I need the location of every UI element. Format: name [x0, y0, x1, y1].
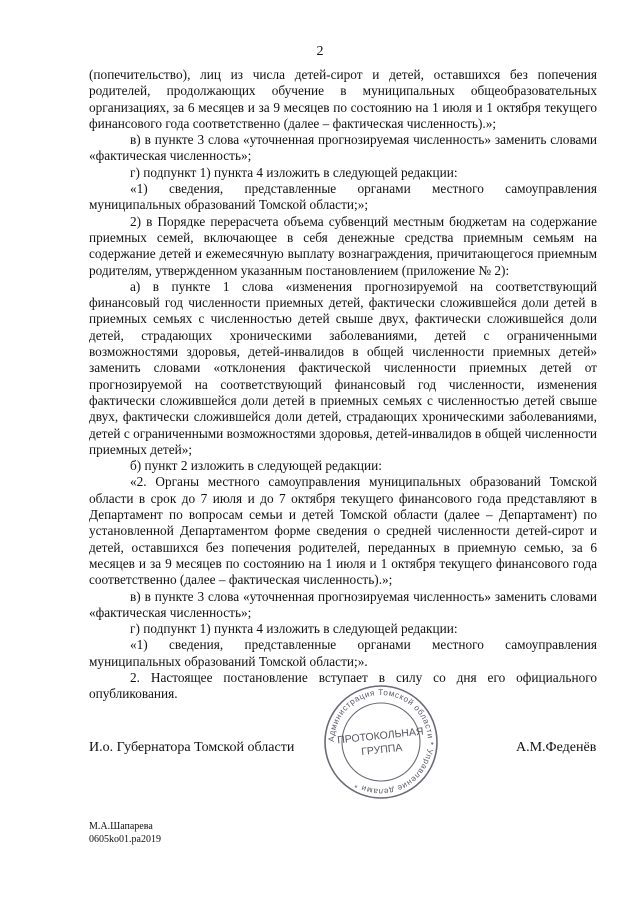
footer-doc-code: 0605ko01.pa2019: [89, 834, 161, 845]
paragraph: в) в пункте 3 слова «уточненная прогнозируемая численность» заменить словами «фактическая численность»;: [89, 132, 597, 164]
paragraph: (попечительство), лиц из числа детей-сирот и детей, оставшихся без попечения родителей, продолжающих обучение в муниципальных общеобразовательных организациях, за 6 месяцев и за 9 месяцев по состоянию на 1 июля и 1 октября текущего финансового года соответственно (далее – фактическая численность).»;: [89, 67, 597, 131]
paragraph: в) в пункте 3 слова «уточненная прогнозируемая численность» заменить словами «фактическая численность»;: [89, 588, 597, 620]
page-number: 2: [316, 44, 324, 59]
paragraph: «1) сведения, представленные органами местного самоуправления муниципальных образований Томской области;»;: [89, 181, 597, 213]
paragraph: б) пункт 2 изложить в следующей редакции:: [130, 458, 382, 474]
footer-author: М.А.Шапарева: [89, 821, 153, 832]
paragraph: г) подпункт 1) пункта 4 изложить в следующей редакции:: [130, 621, 458, 637]
paragraph: «2. Органы местного самоуправления муниципальных образований Томской области в срок до 7 июля и до 7 октября текущего финансового года представляют в Департамент по вопросам семьи и детей Томской области (далее – Департамент) по установленной Департаментом форме сведения о средней численности детей-сирот и детей, оставшихся без попечения родителей, переданных в приемную семью, за 6 месяцев и за 9 месяцев по состоянию на 1 июля и 1 октября текущего финансового года соответственно (далее – фактическая численность).»;: [89, 474, 597, 588]
paragraph: «1) сведения, представленные органами местного самоуправления муниципальных образований Томской области;».: [89, 637, 597, 669]
document-body: [89, 67, 597, 703]
paragraph: 2) в Порядке перерасчета объема субвенций местным бюджетам на содержание приемных семей, включающее в себя денежные средства приемным семьям на содержание детей и ежемесячную выплату вознаграждения, причитающегося приемным родителям, утвержденном указанным постановлением (приложение № 2):: [89, 213, 597, 278]
signatory-name: А.М.Феденёв: [516, 740, 597, 755]
paragraph: а) в пункте 1 слова «изменения прогнозируемой на соответствующий финансовый год численности приемных детей, фактически сложившейся доли детей в приемных семьях с численностью детей свыше двух, фактически сложившейся доли детей, страдающих хроническими заболеваниями, детей с ограниченными возможностями здоровья, детей-инвалидов в общей численности приемных детей» заменить словами «отклонения фактической численности приемных детей от прогнозируемой на соответствующий финансовый год численности, изменения фактически сложившейся доли детей в приемных семьях с численностью детей свыше двух, фактически сложившейся доли детей, страдающих хроническими заболеваниями, детей с ограниченными возможностями здоровья, детей-инвалидов в общей численности приемных детей»;: [89, 278, 597, 457]
stamp-ring-text: Администрация Томской области * Управление делами *: [326, 687, 436, 797]
signatory-position: И.о. Губернатора Томской области: [89, 740, 295, 755]
stamp-center-line2: ГРУППА: [360, 741, 403, 759]
paragraph: г) подпункт 1) пункта 4 изложить в следующей редакции:: [130, 164, 458, 180]
official-stamp: [322, 683, 440, 801]
paragraph: 2. Настоящее постановление вступает в силу со дня его официального опубликования.: [89, 669, 597, 702]
stamp-center-line1: ПРОТОКОЛЬНАЯ: [336, 725, 425, 747]
